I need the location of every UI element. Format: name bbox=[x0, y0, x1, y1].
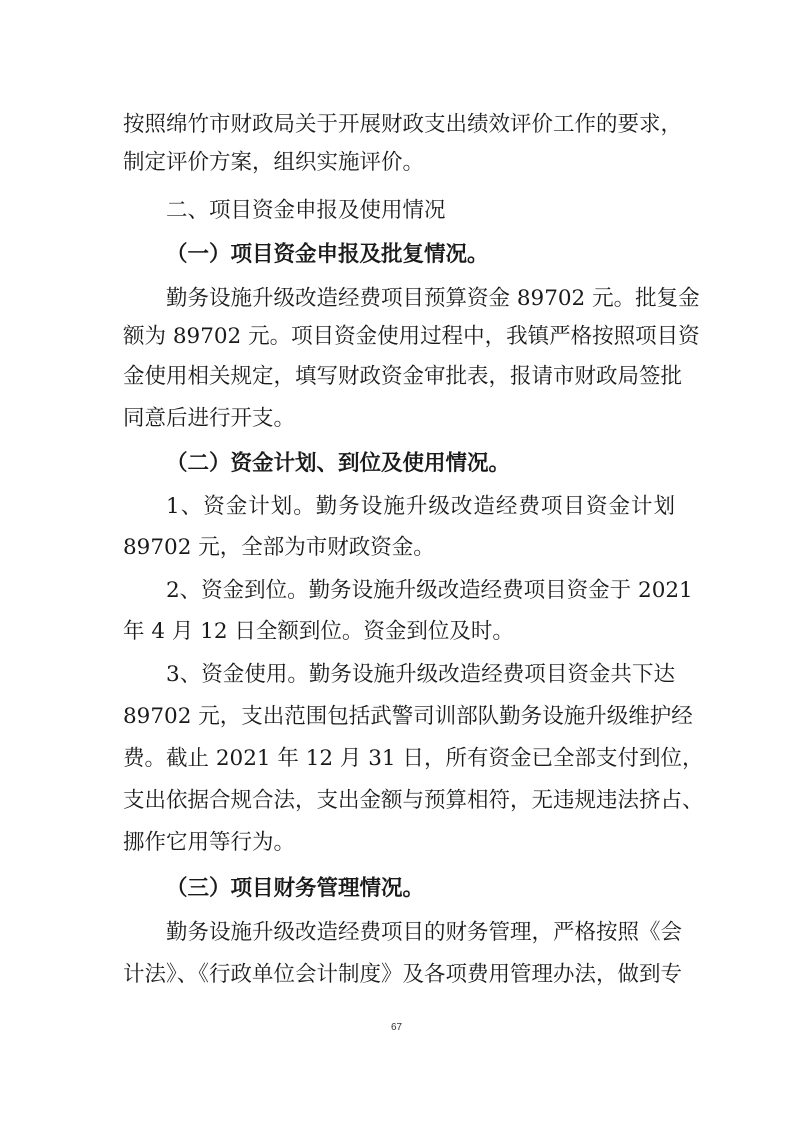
paragraph-line: 勤务设施升级改造经费项目的财务管理，严格按照《会 bbox=[166, 920, 683, 945]
subsection-heading-1: （一）项目资金申报及批复情况。 bbox=[166, 242, 489, 267]
intro-line-2: 制定评价方案，组织实施评价。 bbox=[123, 150, 425, 175]
paragraph-line: 3、资金使用。勤务设施升级改造经费项目资金共下达 bbox=[166, 662, 675, 687]
paragraph-line: 勤务设施升级改造经费项目预算资金 89702 元。批复金 bbox=[166, 286, 700, 311]
paragraph-line: 年 4 月 12 日全额到位。资金到位及时。 bbox=[123, 619, 514, 644]
paragraph-line: 2、资金到位。勤务设施升级改造经费项目资金于 2021 bbox=[166, 578, 693, 603]
paragraph-line: 额为 89702 元。项目资金使用过程中，我镇严格按照项目资 bbox=[123, 324, 700, 349]
paragraph-line: 1、资金计划。勤务设施升级改造经费项目资金计划 bbox=[166, 494, 675, 519]
subsection-heading-2: （二）资金计划、到位及使用情况。 bbox=[166, 451, 511, 476]
page-number: 67 bbox=[390, 1022, 403, 1033]
paragraph-line: 89702 元，支出范围包括武警司训部队勤务设施升级维护经 bbox=[123, 704, 693, 729]
subsection-heading-3: （三）项目财务管理情况。 bbox=[166, 876, 425, 901]
paragraph-line: 金使用相关规定，填写财政资金审批表，报请市财政局签批 bbox=[123, 364, 683, 389]
paragraph-line: 支出依据合规合法，支出金额与预算相符，无违规违法挤占、 bbox=[123, 788, 704, 813]
intro-line-1: 按照绵竹市财政局关于开展财政支出绩效评价工作的要求， bbox=[123, 112, 683, 137]
paragraph-line: 计法》、《行政单位会计制度》及各项费用管理办法，做到专 bbox=[123, 962, 683, 987]
paragraph-line: 89702 元，全部为市财政资金。 bbox=[123, 535, 435, 560]
paragraph-line: 挪作它用等行为。 bbox=[123, 830, 296, 855]
section-heading-2: 二、项目资金申报及使用情况 bbox=[166, 198, 446, 223]
paragraph-line: 费。截止 2021 年 12 月 31 日，所有资金已全部支付到位， bbox=[123, 746, 704, 771]
paragraph-line: 同意后进行开支。 bbox=[123, 406, 296, 431]
